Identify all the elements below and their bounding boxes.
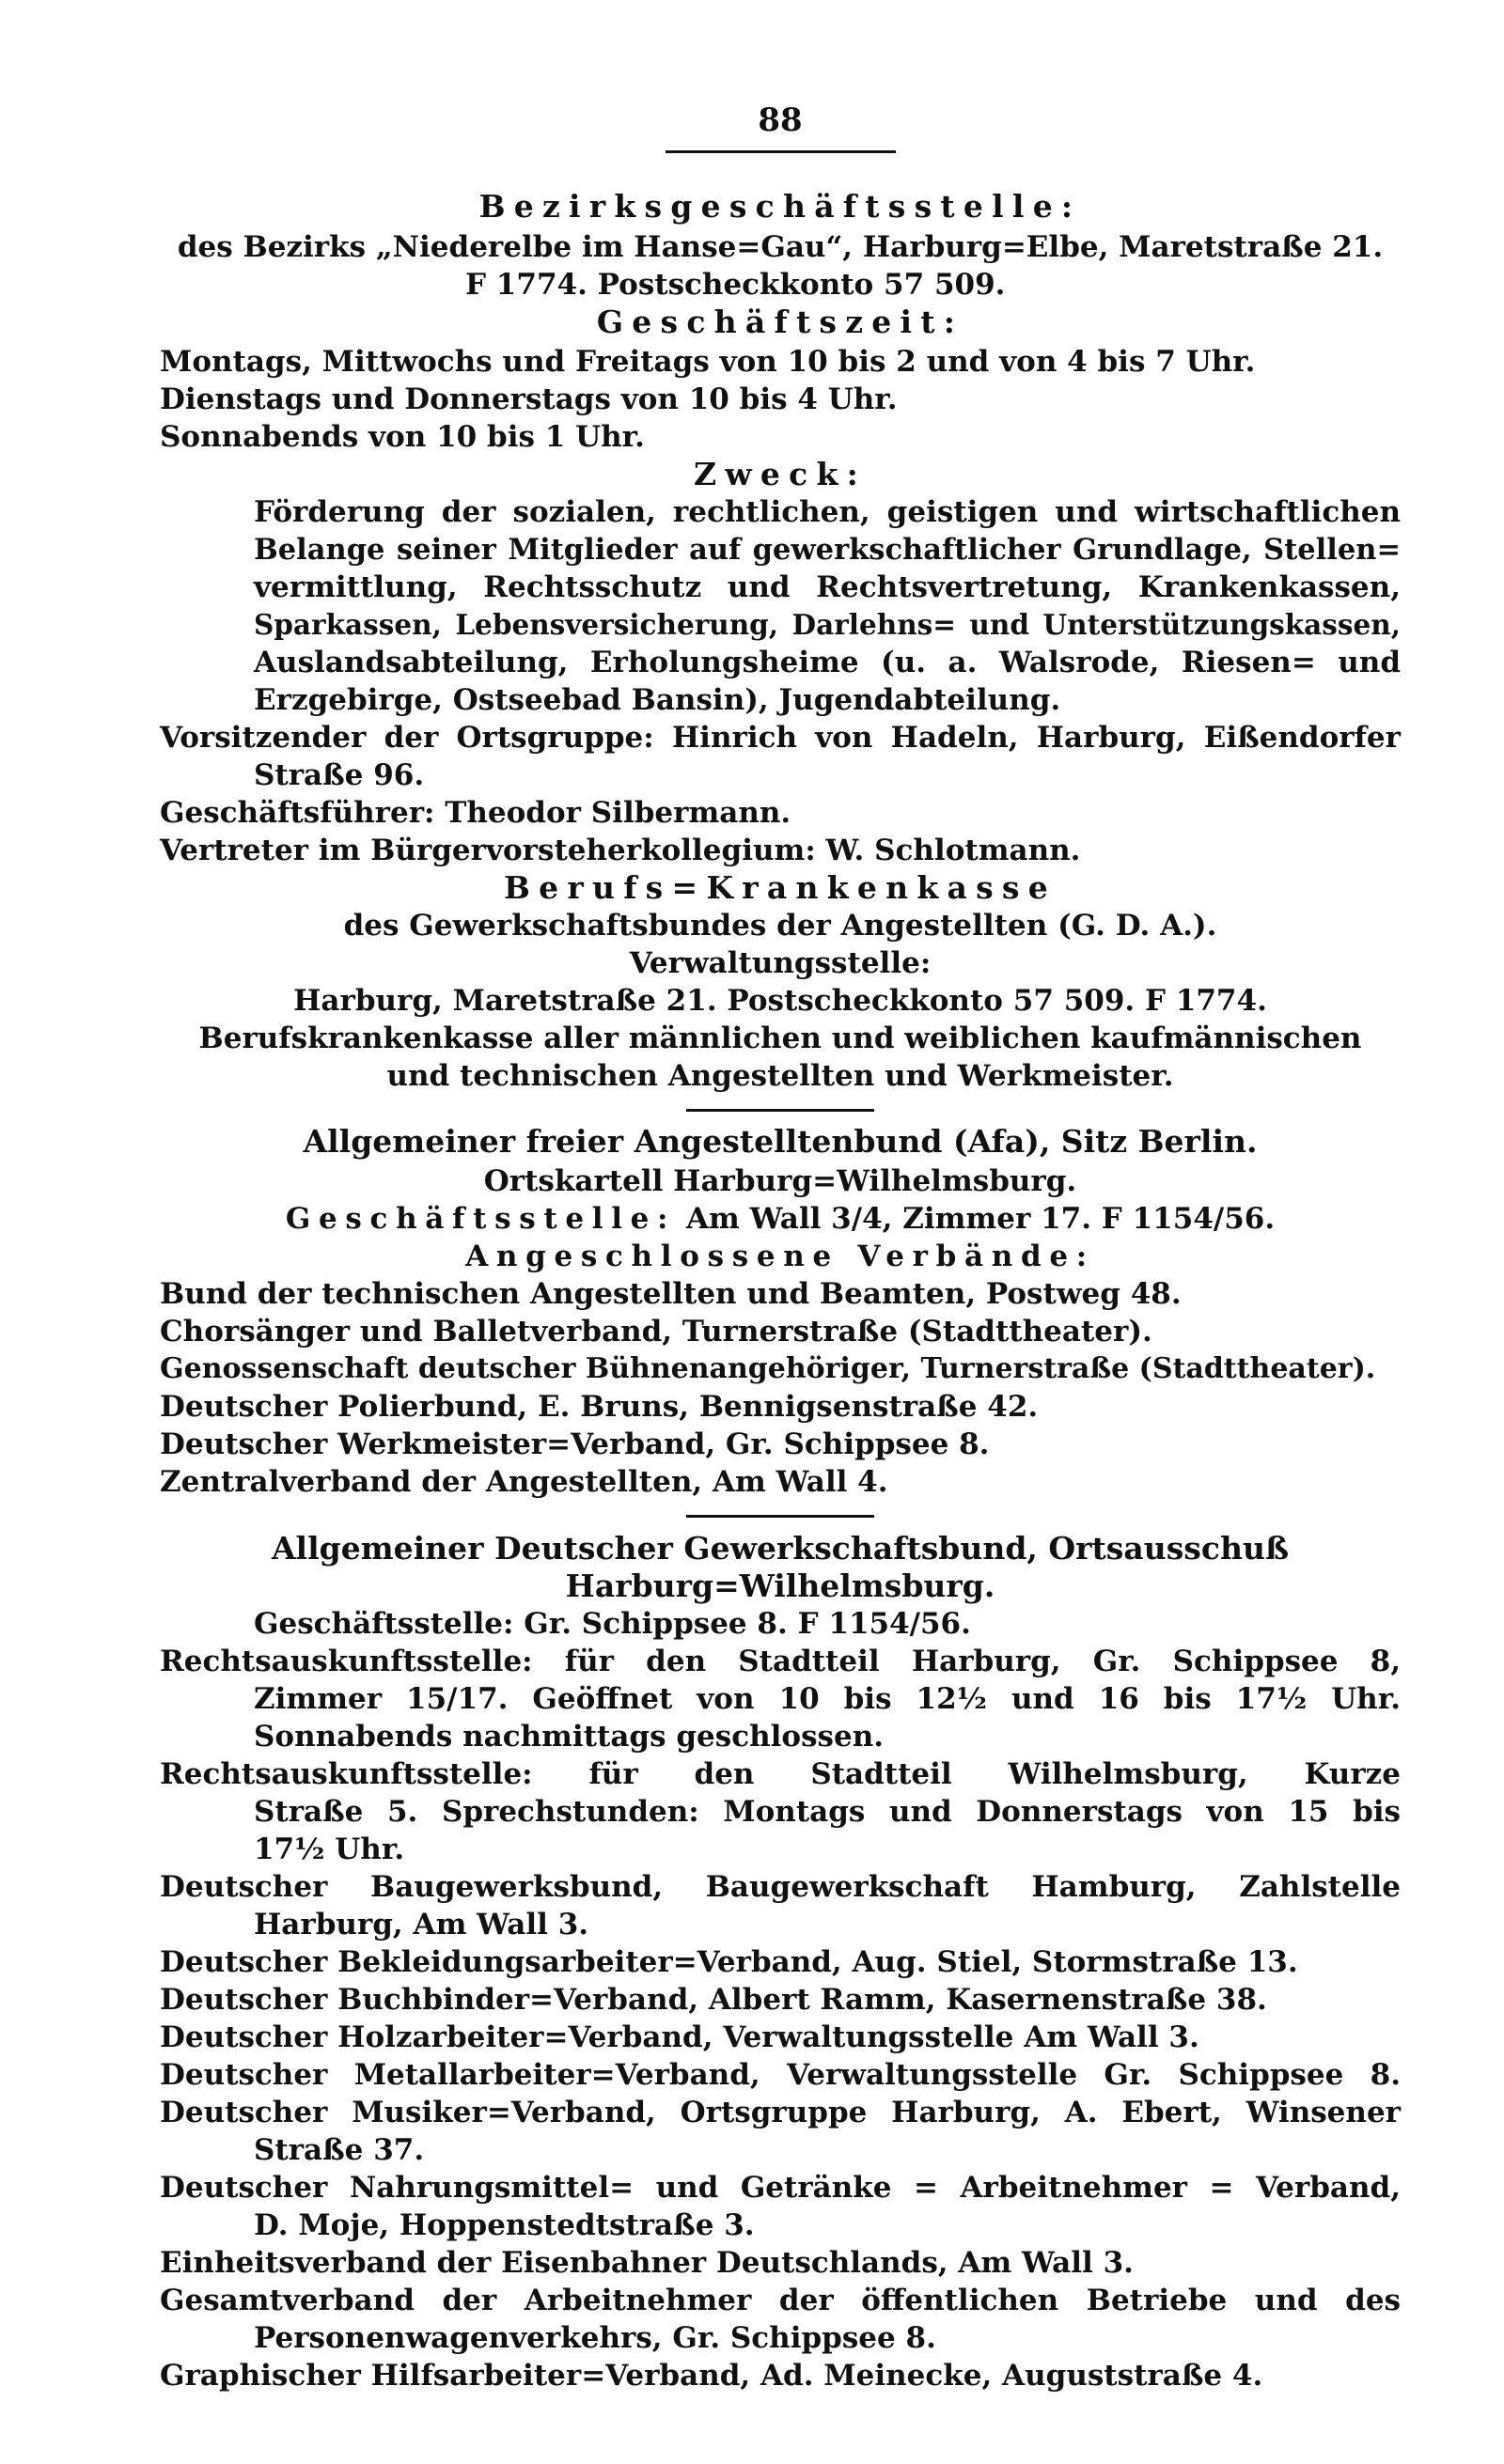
section-divider: [686, 1515, 874, 1518]
bezirk-manager: Geschäftsführer: Theodor Silbermann.: [160, 796, 791, 830]
bezirk-hours-heading: Geschäftszeit:: [596, 304, 964, 340]
adgb-entry: Gesamtverband der Arbeitnehmer der öffentlichen Betriebe und des: [160, 2284, 1401, 2317]
adgb-entry: Deutscher Nahrungsmittel= und Getränke = Arbeitnehmer = Verband,: [160, 2171, 1401, 2205]
afa-title: Allgemeiner freier Angestelltenbund (Afa), Sitz Berlin.: [303, 1123, 1258, 1160]
afa-office-label: Geschäftsstelle:: [285, 1202, 677, 1236]
bezirk-representative: Vertreter im Bürgervorsteherkollegium: W. Schlotmann.: [160, 834, 1081, 867]
afa-member: Genossenschaft deutscher Bühnenangehöriger, Turnerstraße (Stadttheater).: [160, 1352, 1376, 1385]
afa-member: Bund der technischen Angestellten und Beamten, Postweg 48.: [160, 1277, 1182, 1311]
bezirk-address-line1: des Bezirks „Niederelbe im Hanse=Gau“, Harburg=Elbe, Maretstraße 21.: [177, 230, 1384, 264]
adgb-office: Geschäftsstelle: Gr. Schippsee 8. F 1154/56.: [254, 1607, 971, 1641]
bezirk-purpose-line: Förderung der sozialen, rechtlichen, geistigen und wirtschaftlichen: [254, 495, 1401, 529]
adgb-legal-wilhelmsburg: Rechtsauskunftsstelle: für den Stadtteil Wilhelmsburg, Kurze: [160, 1757, 1401, 1791]
adgb-title: Allgemeiner Deutscher Gewerkschaftsbund, Ortsausschuß: [271, 1530, 1290, 1567]
afa-office: [160, 1200, 1401, 1238]
kasse-admin-line: Harburg, Maretstraße 21. Postscheckkonto 57 509. F 1774.: [293, 984, 1267, 1018]
afa-member: Chorsänger und Balletverband, Turnerstraße (Stadttheater).: [160, 1315, 1152, 1349]
bezirk-address-line2: F 1774. Postscheckkonto 57 509.: [465, 268, 1006, 302]
adgb-entry-cont: D. Moje, Hoppenstedtstraße 3.: [254, 2208, 755, 2242]
adgb-legal-wilhelmsburg-cont: 17½ Uhr.: [254, 1832, 405, 1866]
bezirk-chair: Vorsitzender der Ortsgruppe: Hinrich von Hadeln, Harburg, Eißendorfer: [160, 721, 1401, 755]
adgb-entry: Deutscher Baugewerksbund, Baugewerkschaft Hamburg, Zahlstelle: [160, 1870, 1401, 1904]
kasse-heading: Berufs=Krankenkasse: [504, 869, 1057, 906]
adgb-title-cont: Harburg=Wilhelmsburg.: [565, 1567, 995, 1604]
afa-office-value: Am Wall 3/4, Zimmer 17. F 1154/56.: [685, 1202, 1276, 1236]
bezirk-purpose-line: Auslandsabteilung, Erholungsheime (u. a. Walsrode, Riesen= und: [254, 646, 1401, 679]
bezirk-heading: Bezirksgeschäftsstelle:: [478, 188, 1082, 225]
bezirk-chair-cont: Straße 96.: [254, 758, 425, 792]
bezirk-purpose-heading: Zweck:: [693, 456, 868, 492]
afa-member: Deutscher Werkmeister=Verband, Gr. Schippsee 8.: [160, 1427, 990, 1461]
adgb-legal-harburg-cont: Zimmer 15/17. Geöffnet von 10 bis 12½ und 16 bis 17½ Uhr.: [254, 1682, 1401, 1716]
kasse-line: des Gewerkschaftsbundes der Angestellten (G. D. A.).: [343, 909, 1217, 943]
adgb-entry: Graphischer Hilfsarbeiter=Verband, Ad. Meinecke, Auguststraße 4.: [160, 2359, 1263, 2393]
page-number-rule: [666, 150, 896, 153]
adgb-entry-cont: Personenwagenverkehrs, Gr. Schippsee 8.: [254, 2321, 936, 2355]
bezirk-purpose-line: Sparkassen, Lebensversicherung, Darlehns= und Unterstützungskassen,: [254, 608, 1401, 641]
adgb-entry: Einheitsverband der Eisenbahner Deutschlands, Am Wall 3.: [160, 2246, 1134, 2280]
section-divider: [686, 1109, 874, 1112]
adgb-entry: Deutscher Musiker=Verband, Ortsgruppe Harburg, A. Ebert, Winsener: [160, 2096, 1401, 2129]
page-number: 88: [758, 101, 803, 139]
adgb-entry: Deutscher Bekleidungsarbeiter=Verband, Aug. Stiel, Stormstraße 13.: [160, 1945, 1298, 1979]
bezirk-purpose-line: Belange seiner Mitglieder auf gewerkschaftlicher Grundlage, Stellen=: [254, 533, 1401, 567]
adgb-entry: Deutscher Buchbinder=Verband, Albert Ramm, Kasernenstraße 38.: [160, 1983, 1267, 2017]
bezirk-hours-line: Montags, Mittwochs und Freitags von 10 bis 2 und von 4 bis 7 Uhr.: [160, 345, 1256, 379]
adgb-entry: Deutscher Metallarbeiter=Verband, Verwaltungsstelle Gr. Schippsee 8.: [160, 2058, 1401, 2092]
adgb-entry-cont: Harburg, Am Wall 3.: [254, 1908, 589, 1942]
adgb-legal-harburg-cont: Sonnabends nachmittags geschlossen.: [254, 1720, 885, 1754]
bezirk-hours-line: Sonnabends von 10 bis 1 Uhr.: [160, 420, 645, 454]
kasse-desc: Berufskrankenkasse aller männlichen und weiblichen kaufmännischen: [198, 1021, 1362, 1055]
bezirk-hours-line: Dienstags und Donnerstags von 10 bis 4 Uhr.: [160, 382, 898, 416]
kasse-admin-heading: Verwaltungsstelle:: [629, 946, 932, 980]
bezirk-purpose-line: vermittlung, Rechtsschutz und Rechtsvertretung, Krankenkassen,: [254, 570, 1401, 604]
bezirk-purpose-line: Erzgebirge, Ostseebad Bansin), Jugendabteilung.: [254, 683, 1061, 717]
afa-member: Zentralverband der Angestellten, Am Wall 4.: [160, 1465, 888, 1499]
afa-member: Deutscher Polierbund, E. Bruns, Bennigsenstraße 42.: [160, 1390, 1039, 1424]
adgb-entry: Deutscher Holzarbeiter=Verband, Verwaltungsstelle Am Wall 3.: [160, 2020, 1199, 2054]
adgb-legal-wilhelmsburg-cont: Straße 5. Sprechstunden: Montags und Donnerstags von 15 bis: [254, 1795, 1401, 1829]
kasse-desc: und technischen Angestellten und Werkmeister.: [386, 1059, 1174, 1093]
afa-members-heading: Angeschlossene Verbände:: [465, 1240, 1095, 1273]
adgb-legal-harburg: Rechtsauskunftsstelle: für den Stadtteil Harburg, Gr. Schippsee 8,: [160, 1645, 1401, 1678]
adgb-entry-cont: Straße 37.: [254, 2133, 425, 2167]
afa-subtitle: Ortskartell Harburg=Wilhelmsburg.: [483, 1164, 1077, 1198]
